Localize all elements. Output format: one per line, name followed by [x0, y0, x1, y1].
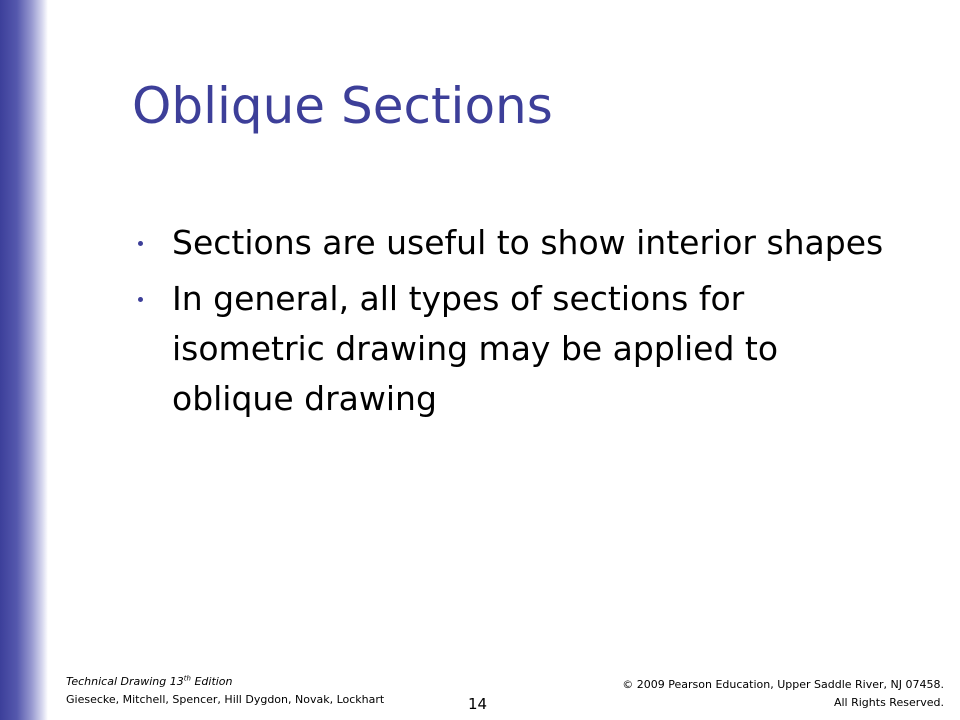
book-title-prefix: Technical Drawing 13: [66, 675, 184, 688]
book-title-suffix: Edition: [190, 675, 233, 688]
bullet-dot-icon: [138, 241, 143, 246]
footer-book-title: [66, 673, 384, 691]
bullet-list: [134, 218, 894, 430]
copyright-line: © 2009 Pearson Education, Upper Saddle River, NJ 07458.: [622, 678, 944, 691]
book-title-superscript: th: [183, 674, 191, 683]
page-number: 14: [468, 695, 488, 713]
slide-title: Oblique Sections: [132, 77, 553, 135]
bullet-text: Sections are useful to show interior shapes: [172, 223, 884, 262]
bullet-text: In general, all types of sections for isometric drawing may be applied to oblique drawing: [172, 279, 779, 418]
footer-copyright: [622, 676, 944, 712]
footer-citation: [66, 673, 384, 709]
bullet-item: [134, 274, 894, 424]
bullet-item: [134, 218, 894, 268]
footer-authors: Giesecke, Mitchell, Spencer, Hill Dygdon, Novak, Lockhart: [66, 693, 385, 706]
decorative-side-band: [0, 0, 48, 720]
rights-line: All Rights Reserved.: [833, 696, 944, 709]
bullet-dot-icon: [138, 297, 143, 302]
